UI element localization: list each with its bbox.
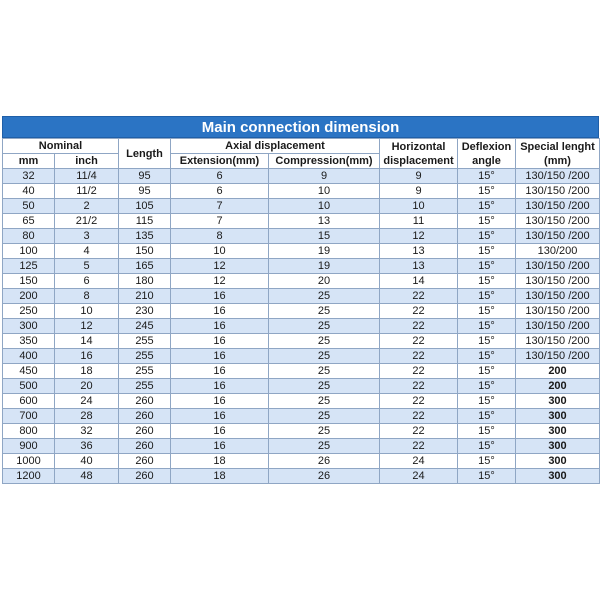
cell-length: 260 — [119, 409, 171, 424]
cell-deflexion-angle: 15° — [458, 169, 516, 184]
cell-horizontal: 22 — [380, 334, 458, 349]
cell-length: 135 — [119, 229, 171, 244]
table-row — [3, 304, 600, 319]
cell-mm: 700 — [3, 409, 55, 424]
cell-special-length: 130/150 /200 — [516, 214, 600, 229]
cell-compression: 25 — [269, 289, 380, 304]
table-title: Main connection dimension — [2, 116, 599, 138]
cell-compression: 15 — [269, 229, 380, 244]
cell-inch: 28 — [55, 409, 119, 424]
cell-extension: 16 — [171, 394, 269, 409]
cell-horizontal: 22 — [380, 319, 458, 334]
cell-inch: 3 — [55, 229, 119, 244]
cell-compression: 25 — [269, 349, 380, 364]
cell-inch: 5 — [55, 259, 119, 274]
cell-inch: 14 — [55, 334, 119, 349]
cell-mm: 900 — [3, 439, 55, 454]
cell-compression: 25 — [269, 364, 380, 379]
header-deflexion-angle — [458, 139, 516, 169]
cell-mm: 150 — [3, 274, 55, 289]
cell-compression: 20 — [269, 274, 380, 289]
cell-mm: 1200 — [3, 469, 55, 484]
cell-special-length: 300 — [516, 454, 600, 469]
cell-length: 260 — [119, 454, 171, 469]
cell-deflexion-angle: 15° — [458, 244, 516, 259]
cell-extension: 16 — [171, 304, 269, 319]
cell-extension: 16 — [171, 334, 269, 349]
cell-inch: 10 — [55, 304, 119, 319]
table-row — [3, 289, 600, 304]
cell-inch: 16 — [55, 349, 119, 364]
cell-mm: 800 — [3, 424, 55, 439]
cell-compression: 25 — [269, 394, 380, 409]
cell-length: 95 — [119, 184, 171, 199]
cell-mm: 1000 — [3, 454, 55, 469]
table-row — [3, 364, 600, 379]
cell-mm: 65 — [3, 214, 55, 229]
table-row — [3, 454, 600, 469]
cell-special-length: 200 — [516, 364, 600, 379]
cell-mm: 250 — [3, 304, 55, 319]
cell-inch: 40 — [55, 454, 119, 469]
cell-extension: 16 — [171, 409, 269, 424]
cell-length: 255 — [119, 349, 171, 364]
cell-extension: 12 — [171, 274, 269, 289]
dimension-table — [2, 138, 600, 484]
table-row — [3, 214, 600, 229]
cell-special-length: 130/150 /200 — [516, 349, 600, 364]
cell-mm: 125 — [3, 259, 55, 274]
cell-mm: 40 — [3, 184, 55, 199]
cell-mm: 350 — [3, 334, 55, 349]
table-row — [3, 334, 600, 349]
table-row — [3, 169, 600, 184]
cell-length: 245 — [119, 319, 171, 334]
header-special-length — [516, 139, 600, 169]
table-row — [3, 199, 600, 214]
cell-deflexion-angle: 15° — [458, 319, 516, 334]
header-horizontal-line2: displacement — [383, 154, 454, 167]
cell-inch: 36 — [55, 439, 119, 454]
cell-deflexion-angle: 15° — [458, 289, 516, 304]
cell-extension: 12 — [171, 259, 269, 274]
table-row — [3, 274, 600, 289]
header-extension: Extension(mm) — [171, 154, 269, 169]
cell-special-length: 300 — [516, 409, 600, 424]
cell-horizontal: 24 — [380, 469, 458, 484]
cell-extension: 7 — [171, 199, 269, 214]
cell-deflexion-angle: 15° — [458, 454, 516, 469]
cell-mm: 450 — [3, 364, 55, 379]
cell-deflexion-angle: 15° — [458, 334, 516, 349]
cell-special-length: 300 — [516, 394, 600, 409]
cell-deflexion-angle: 15° — [458, 349, 516, 364]
cell-horizontal: 10 — [380, 199, 458, 214]
cell-compression: 10 — [269, 199, 380, 214]
cell-deflexion-angle: 15° — [458, 259, 516, 274]
cell-special-length: 130/200 — [516, 244, 600, 259]
cell-horizontal: 22 — [380, 379, 458, 394]
cell-special-length: 130/150 /200 — [516, 289, 600, 304]
cell-length: 105 — [119, 199, 171, 214]
cell-length: 255 — [119, 379, 171, 394]
cell-extension: 16 — [171, 364, 269, 379]
cell-inch: 12 — [55, 319, 119, 334]
cell-compression: 25 — [269, 379, 380, 394]
cell-compression: 25 — [269, 304, 380, 319]
table-row — [3, 259, 600, 274]
header-nominal: Nominal — [3, 139, 119, 154]
cell-extension: 16 — [171, 319, 269, 334]
cell-extension: 18 — [171, 454, 269, 469]
cell-compression: 26 — [269, 454, 380, 469]
cell-length: 180 — [119, 274, 171, 289]
cell-compression: 25 — [269, 319, 380, 334]
cell-compression: 26 — [269, 469, 380, 484]
cell-special-length: 200 — [516, 379, 600, 394]
cell-deflexion-angle: 15° — [458, 274, 516, 289]
cell-inch: 18 — [55, 364, 119, 379]
header-horizontal-displacement — [380, 139, 458, 169]
cell-compression: 13 — [269, 214, 380, 229]
header-deflexion-line1: Deflexion — [461, 140, 512, 153]
cell-extension: 18 — [171, 469, 269, 484]
cell-length: 210 — [119, 289, 171, 304]
header-deflexion-line2: angle — [472, 154, 501, 167]
cell-horizontal: 22 — [380, 304, 458, 319]
cell-special-length: 130/150 /200 — [516, 304, 600, 319]
cell-length: 260 — [119, 424, 171, 439]
cell-inch: 4 — [55, 244, 119, 259]
cell-horizontal: 22 — [380, 364, 458, 379]
cell-special-length: 130/150 /200 — [516, 259, 600, 274]
cell-length: 115 — [119, 214, 171, 229]
table-row — [3, 394, 600, 409]
cell-extension: 16 — [171, 379, 269, 394]
cell-compression: 25 — [269, 439, 380, 454]
table-row — [3, 469, 600, 484]
cell-special-length: 130/150 /200 — [516, 199, 600, 214]
table-header — [3, 139, 600, 169]
cell-length: 260 — [119, 394, 171, 409]
cell-horizontal: 22 — [380, 289, 458, 304]
cell-length: 95 — [119, 169, 171, 184]
cell-horizontal: 12 — [380, 229, 458, 244]
cell-length: 165 — [119, 259, 171, 274]
header-compression: Compression(mm) — [269, 154, 380, 169]
cell-inch: 2 — [55, 199, 119, 214]
cell-deflexion-angle: 15° — [458, 214, 516, 229]
cell-extension: 16 — [171, 289, 269, 304]
cell-deflexion-angle: 15° — [458, 184, 516, 199]
cell-inch: 32 — [55, 424, 119, 439]
cell-extension: 16 — [171, 439, 269, 454]
cell-extension: 10 — [171, 244, 269, 259]
cell-inch: 20 — [55, 379, 119, 394]
cell-length: 255 — [119, 364, 171, 379]
cell-horizontal: 9 — [380, 169, 458, 184]
cell-special-length: 300 — [516, 469, 600, 484]
table-row — [3, 184, 600, 199]
table-row — [3, 244, 600, 259]
cell-deflexion-angle: 15° — [458, 229, 516, 244]
cell-horizontal: 14 — [380, 274, 458, 289]
cell-length: 150 — [119, 244, 171, 259]
cell-horizontal: 24 — [380, 454, 458, 469]
cell-length: 255 — [119, 334, 171, 349]
cell-length: 260 — [119, 439, 171, 454]
header-special-line2: (mm) — [544, 154, 571, 167]
cell-horizontal: 22 — [380, 409, 458, 424]
cell-mm: 300 — [3, 319, 55, 334]
table-row — [3, 229, 600, 244]
cell-special-length: 130/150 /200 — [516, 169, 600, 184]
cell-inch: 24 — [55, 394, 119, 409]
cell-special-length: 130/150 /200 — [516, 319, 600, 334]
cell-inch: 11/2 — [55, 184, 119, 199]
cell-length: 260 — [119, 469, 171, 484]
cell-horizontal: 22 — [380, 424, 458, 439]
table-row — [3, 424, 600, 439]
header-axial-displacement: Axial displacement — [171, 139, 380, 154]
table-row — [3, 379, 600, 394]
cell-deflexion-angle: 15° — [458, 424, 516, 439]
cell-horizontal: 22 — [380, 439, 458, 454]
cell-extension: 6 — [171, 184, 269, 199]
cell-compression: 25 — [269, 334, 380, 349]
cell-special-length: 300 — [516, 424, 600, 439]
header-mm: mm — [3, 154, 55, 169]
dimension-sheet — [2, 116, 599, 484]
cell-inch: 8 — [55, 289, 119, 304]
cell-mm: 50 — [3, 199, 55, 214]
header-horizontal-line1: Horizontal — [391, 140, 446, 153]
cell-deflexion-angle: 15° — [458, 409, 516, 424]
cell-horizontal: 22 — [380, 349, 458, 364]
cell-special-length: 130/150 /200 — [516, 184, 600, 199]
cell-deflexion-angle: 15° — [458, 364, 516, 379]
cell-deflexion-angle: 15° — [458, 394, 516, 409]
cell-horizontal: 11 — [380, 214, 458, 229]
table-row — [3, 439, 600, 454]
cell-mm: 100 — [3, 244, 55, 259]
cell-mm: 80 — [3, 229, 55, 244]
cell-mm: 200 — [3, 289, 55, 304]
cell-special-length: 130/150 /200 — [516, 334, 600, 349]
table-row — [3, 409, 600, 424]
cell-compression: 9 — [269, 169, 380, 184]
cell-horizontal: 9 — [380, 184, 458, 199]
table-row — [3, 319, 600, 334]
cell-extension: 6 — [171, 169, 269, 184]
cell-deflexion-angle: 15° — [458, 304, 516, 319]
table-body — [3, 169, 600, 484]
cell-inch: 48 — [55, 469, 119, 484]
cell-deflexion-angle: 15° — [458, 439, 516, 454]
cell-deflexion-angle: 15° — [458, 379, 516, 394]
cell-horizontal: 22 — [380, 394, 458, 409]
header-inch: inch — [55, 154, 119, 169]
header-length: Length — [119, 139, 171, 169]
cell-inch: 21/2 — [55, 214, 119, 229]
cell-horizontal: 13 — [380, 259, 458, 274]
cell-extension: 7 — [171, 214, 269, 229]
cell-deflexion-angle: 15° — [458, 199, 516, 214]
cell-horizontal: 13 — [380, 244, 458, 259]
cell-deflexion-angle: 15° — [458, 469, 516, 484]
cell-extension: 16 — [171, 424, 269, 439]
cell-mm: 32 — [3, 169, 55, 184]
cell-length: 230 — [119, 304, 171, 319]
cell-mm: 400 — [3, 349, 55, 364]
cell-compression: 25 — [269, 409, 380, 424]
cell-compression: 19 — [269, 244, 380, 259]
cell-mm: 600 — [3, 394, 55, 409]
cell-mm: 500 — [3, 379, 55, 394]
cell-extension: 16 — [171, 349, 269, 364]
cell-inch: 11/4 — [55, 169, 119, 184]
cell-special-length: 130/150 /200 — [516, 274, 600, 289]
cell-special-length: 300 — [516, 439, 600, 454]
cell-compression: 10 — [269, 184, 380, 199]
cell-compression: 25 — [269, 424, 380, 439]
cell-extension: 8 — [171, 229, 269, 244]
cell-inch: 6 — [55, 274, 119, 289]
header-special-line1: Special lenght — [520, 140, 595, 153]
cell-compression: 19 — [269, 259, 380, 274]
cell-special-length: 130/150 /200 — [516, 229, 600, 244]
table-row — [3, 349, 600, 364]
